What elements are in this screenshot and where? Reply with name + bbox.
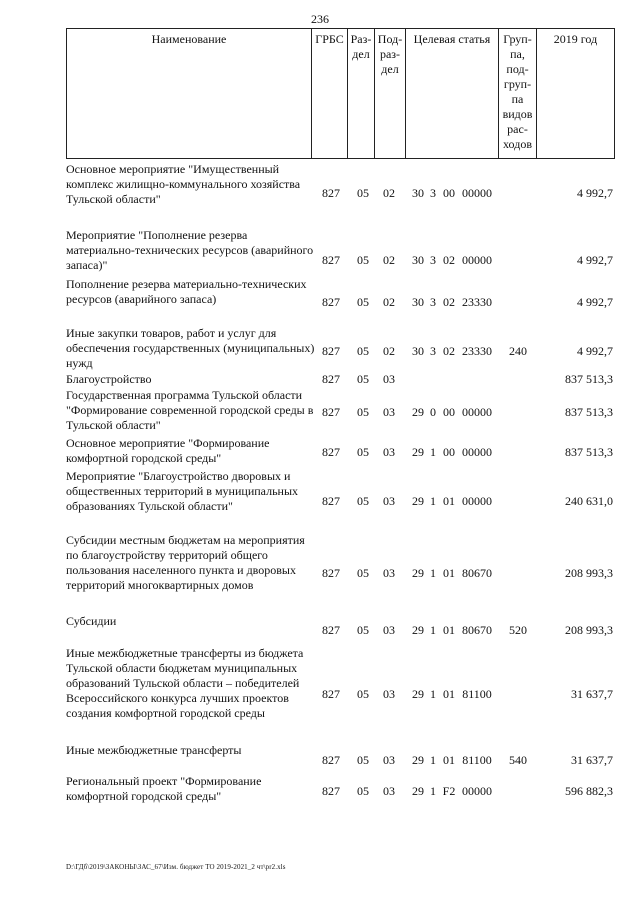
sum-cell: 837 513,3 bbox=[565, 372, 613, 386]
podrazdel-cell: 03 bbox=[383, 623, 395, 637]
razdel-cell: 05 bbox=[357, 186, 369, 200]
podrazdel-cell: 03 bbox=[383, 566, 395, 580]
podrazdel-cell: 03 bbox=[383, 753, 395, 767]
cs-event-cell: F2 bbox=[442, 784, 456, 798]
header-celevaya: Целевая статья bbox=[406, 29, 499, 158]
grbs-cell: 827 bbox=[322, 445, 340, 459]
podrazdel-cell: 03 bbox=[383, 784, 395, 798]
cs-direction-cell: 81100 bbox=[462, 753, 492, 767]
header-grbs: ГРБС bbox=[312, 29, 348, 158]
cs-event-cell: 01 bbox=[443, 623, 455, 637]
podrazdel-cell: 02 bbox=[383, 295, 395, 309]
cs-direction-cell: 00000 bbox=[462, 186, 492, 200]
cs-event-cell: 00 bbox=[443, 186, 455, 200]
cs-program-cell: 30 bbox=[412, 295, 424, 309]
cs-program-cell: 29 bbox=[412, 623, 424, 637]
podrazdel-cell: 03 bbox=[383, 405, 395, 419]
row-name: Благоустройство bbox=[66, 372, 152, 386]
cs-event-cell: 02 bbox=[443, 295, 455, 309]
cs-event-cell: 01 bbox=[443, 687, 455, 701]
header-name: Наименование bbox=[67, 29, 312, 158]
sum-cell: 240 631,0 bbox=[565, 494, 613, 508]
table-header bbox=[66, 28, 615, 159]
razdel-cell: 05 bbox=[357, 445, 369, 459]
sum-cell: 4 992,7 bbox=[577, 186, 613, 200]
razdel-cell: 05 bbox=[357, 623, 369, 637]
sum-cell: 596 882,3 bbox=[565, 784, 613, 798]
row-name: Государственная программа Тульской области "Формирование современной городской среды в Тульской области" bbox=[66, 388, 314, 432]
razdel-cell: 05 bbox=[357, 784, 369, 798]
row-name: Основное мероприятие "Формирование комфортной городской среды" bbox=[66, 436, 270, 465]
cs-event-cell: 01 bbox=[443, 753, 455, 767]
razdel-cell: 05 bbox=[357, 753, 369, 767]
cs-subprogram-cell: 1 bbox=[430, 753, 436, 767]
podrazdel-cell: 03 bbox=[383, 445, 395, 459]
row-name: Мероприятие "Благоустройство дворовых и общественных территорий в муниципальных образованиях Тульской области" bbox=[66, 469, 299, 513]
cs-program-cell: 30 bbox=[412, 253, 424, 267]
sum-cell: 4 992,7 bbox=[577, 295, 613, 309]
grbs-cell: 827 bbox=[322, 186, 340, 200]
cs-event-cell: 02 bbox=[443, 344, 455, 358]
cs-direction-cell: 80670 bbox=[462, 566, 492, 580]
razdel-cell: 05 bbox=[357, 372, 369, 386]
header-year: 2019 год bbox=[553, 32, 598, 46]
row-name: Субсидии местным бюджетам на мероприятия по благоустройству территорий общего пользования населенного пункта и дворовых территорий многоквартирных домов bbox=[66, 533, 305, 592]
grbs-cell: 827 bbox=[322, 494, 340, 508]
cs-subprogram-cell: 1 bbox=[430, 784, 436, 798]
cs-direction-cell: 00000 bbox=[462, 405, 492, 419]
cs-program-cell: 29 bbox=[412, 566, 424, 580]
row-name: Субсидии bbox=[66, 614, 117, 628]
podrazdel-cell: 03 bbox=[383, 687, 395, 701]
razdel-cell: 05 bbox=[357, 295, 369, 309]
razdel-cell: 05 bbox=[357, 253, 369, 267]
razdel-cell: 05 bbox=[357, 687, 369, 701]
sum-cell: 4 992,7 bbox=[577, 344, 613, 358]
razdel-cell: 05 bbox=[357, 405, 369, 419]
sum-cell: 837 513,3 bbox=[565, 405, 613, 419]
cs-direction-cell: 23330 bbox=[462, 295, 492, 309]
cs-subprogram-cell: 3 bbox=[430, 344, 436, 358]
grbs-cell: 827 bbox=[322, 405, 340, 419]
grbs-cell: 827 bbox=[322, 784, 340, 798]
podrazdel-cell: 03 bbox=[383, 494, 395, 508]
page-number: 236 bbox=[311, 12, 329, 26]
cs-program-cell: 29 bbox=[412, 687, 424, 701]
row-name: Иные закупки товаров, работ и услуг для обеспечения государственных (муниципальных) нужд bbox=[66, 326, 315, 370]
row-name: Иные межбюджетные трансферты из бюджета Тульской области бюджетам муниципальных образований Тульской области – победителей Всероссийского конкурса лучших проектов создания комфортной городской среды bbox=[66, 646, 304, 720]
file-path-footer: D:\ГДб\2019\ЗАКОНЫ\ЗАС_67\Изм. бюджет ТО 2019-2021_2 чт\pr2.xls bbox=[66, 863, 286, 871]
cs-program-cell: 29 bbox=[412, 405, 424, 419]
vr-cell: 240 bbox=[509, 344, 527, 358]
cs-program-cell: 30 bbox=[412, 344, 424, 358]
grbs-cell: 827 bbox=[322, 344, 340, 358]
cs-direction-cell: 00000 bbox=[462, 445, 492, 459]
row-name: Иные межбюджетные трансферты bbox=[66, 743, 242, 757]
cs-program-cell: 29 bbox=[412, 494, 424, 508]
cs-direction-cell: 00000 bbox=[462, 494, 492, 508]
podrazdel-cell: 02 bbox=[383, 186, 395, 200]
vr-cell: 520 bbox=[509, 623, 527, 637]
cs-subprogram-cell: 1 bbox=[430, 494, 436, 508]
sum-cell: 208 993,3 bbox=[565, 623, 613, 637]
vr-cell: 540 bbox=[509, 753, 527, 767]
cs-event-cell: 00 bbox=[443, 405, 455, 419]
cs-subprogram-cell: 3 bbox=[430, 295, 436, 309]
cs-subprogram-cell: 1 bbox=[430, 687, 436, 701]
cs-event-cell: 00 bbox=[443, 445, 455, 459]
cs-program-cell: 29 bbox=[412, 753, 424, 767]
podrazdel-cell: 02 bbox=[383, 344, 395, 358]
sum-cell: 31 637,7 bbox=[571, 753, 613, 767]
grbs-cell: 827 bbox=[322, 372, 340, 386]
header-podrazdel: Под- раз- дел bbox=[375, 29, 406, 158]
grbs-cell: 827 bbox=[322, 753, 340, 767]
razdel-cell: 05 bbox=[357, 344, 369, 358]
grbs-cell: 827 bbox=[322, 295, 340, 309]
podrazdel-cell: 02 bbox=[383, 253, 395, 267]
sum-cell: 208 993,3 bbox=[565, 566, 613, 580]
cs-event-cell: 02 bbox=[443, 253, 455, 267]
cs-direction-cell: 23330 bbox=[462, 344, 492, 358]
row-name: Основное мероприятие "Имущественный комплекс жилищно-коммунального хозяйства Тульской области" bbox=[66, 162, 301, 206]
cs-direction-cell: 80670 bbox=[462, 623, 492, 637]
grbs-cell: 827 bbox=[322, 253, 340, 267]
cs-direction-cell: 00000 bbox=[462, 253, 492, 267]
header-gruppa: Груп- па, под- груп- па видов рас- ходов bbox=[499, 29, 537, 158]
row-name: Пополнение резерва материально-технических ресурсов (аварийного запаса) bbox=[66, 277, 307, 306]
razdel-cell: 05 bbox=[357, 494, 369, 508]
grbs-cell: 827 bbox=[322, 687, 340, 701]
cs-subprogram-cell: 0 bbox=[430, 405, 436, 419]
cs-program-cell: 30 bbox=[412, 186, 424, 200]
podrazdel-cell: 03 bbox=[383, 372, 395, 386]
sum-cell: 31 637,7 bbox=[571, 687, 613, 701]
cs-direction-cell: 00000 bbox=[462, 784, 492, 798]
row-name: Региональный проект "Формирование комфортной городской среды" bbox=[66, 774, 262, 803]
header-razdel: Раз- дел bbox=[348, 29, 375, 158]
sum-cell: 4 992,7 bbox=[577, 253, 613, 267]
cs-program-cell: 29 bbox=[412, 784, 424, 798]
grbs-cell: 827 bbox=[322, 623, 340, 637]
row-name: Мероприятие "Пополнение резерва материально-технических ресурсов (аварийного запаса)" bbox=[66, 228, 314, 272]
cs-event-cell: 01 bbox=[443, 494, 455, 508]
sum-cell: 837 513,3 bbox=[565, 445, 613, 459]
cs-subprogram-cell: 1 bbox=[430, 623, 436, 637]
cs-direction-cell: 81100 bbox=[462, 687, 492, 701]
cs-subprogram-cell: 3 bbox=[430, 253, 436, 267]
cs-subprogram-cell: 3 bbox=[430, 186, 436, 200]
cs-subprogram-cell: 1 bbox=[430, 566, 436, 580]
razdel-cell: 05 bbox=[357, 566, 369, 580]
grbs-cell: 827 bbox=[322, 566, 340, 580]
cs-event-cell: 01 bbox=[443, 566, 455, 580]
cs-subprogram-cell: 1 bbox=[430, 445, 436, 459]
cs-program-cell: 29 bbox=[412, 445, 424, 459]
